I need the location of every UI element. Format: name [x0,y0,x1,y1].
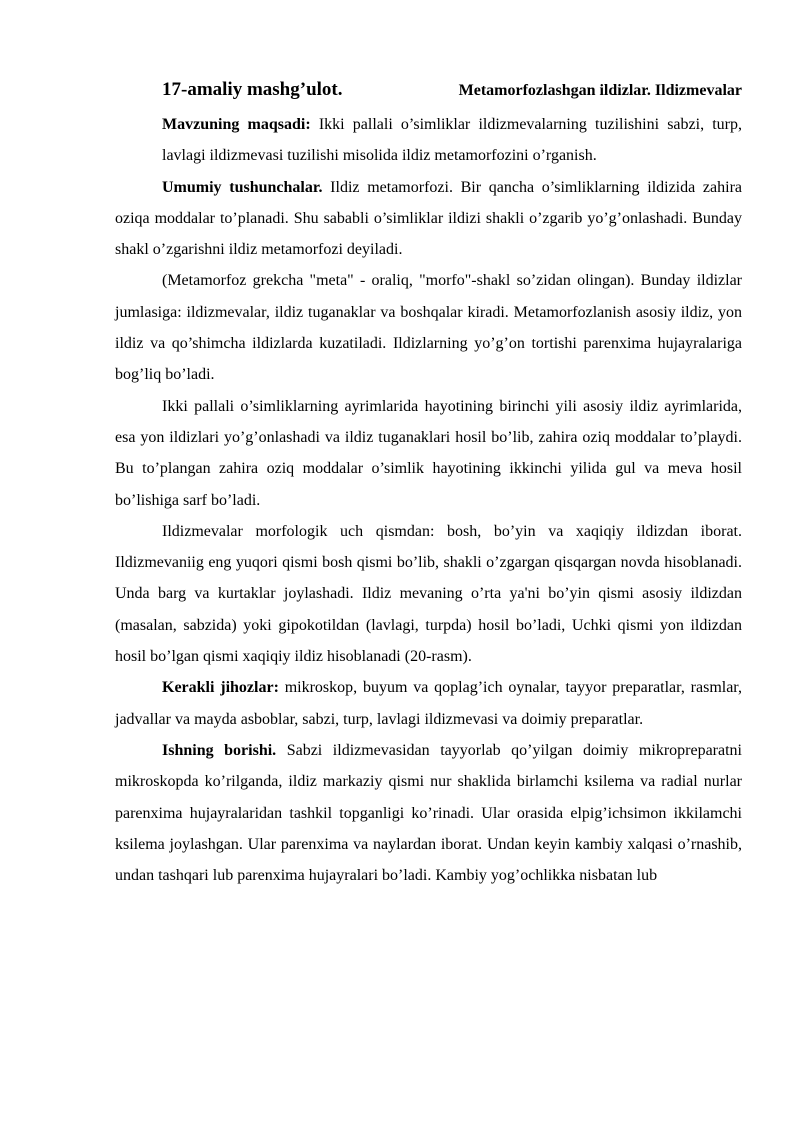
paragraph-text: Sabzi ildizmevasidan tayyorlab qo’yilgan doimiy mikropreparatni mikroskopda ko’rilganda, ildiz markaziy qismi nur shaklida birlamchi ksilema va radial nurlar parenxima hujayralaridan tashkil topganligi ko’rinadi. Ular orasida elpig’ichsimon ikkilamchi ksilema joylashgan. Ular parenxima va naylardan iborat. Undan keyin kambiy xalqasi o’rnashib, undan tashqari lub parenxima hujayralari bo’ladi. Kambiy yog’ochlikka nisbatan lub [115,741,742,885]
paragraph-text: Ikki pallali o’simliklar ildizmevalarning tuzilishini sabzi, turp, lavlagi ildizmevasi tuzilishi misolida ildiz metamorfozini o’rganish. [162,116,743,165]
document-page [115,72,742,891]
paragraph-text: (Metamorfoz grekcha "meta" - oraliq, "morfo"-shakl so’zidan olingan). Bunday ildizlar jumlasiga: ildizmevalar, ildiz tuganaklar va boshqalar kiradi. Metamorfozlanish asosiy ildiz, yon ildiz va qo’shimcha ildizlarda kuzatiladi. Ildizlarning yo’g’on tortishi parenxima hujayralariga bog’liq bo’ladi. [115,272,742,384]
lesson-title-topic: Metamorfozlashgan ildizlar. Ildizmevalar [458,82,742,99]
paragraph-root-vegetable-parts [115,516,742,672]
paragraph-text: Ikki pallali o’simliklarning ayrimlarida hayotining birinchi yili asosiy ildiz ayrimlarida, esa yon ildizlari yo’g’onlashadi va ildiz tuganaklari hosil bo’lib, zahira oziq moddalar to’playdi. Bu to’plangan zahira oziq moddalar o’simlik hayotining ikkinchi yilida gul va meva hosil bo’lishiga sarf bo’ladi. [115,397,742,509]
paragraph-text: Ildiz metamorfozi. Bir qancha o’simliklarning ildizida zahira oziqa moddalar to’planadi. Shu sababli o’simliklar ildizi shakli o’zgarib yo’g’onlashadi. Bunday shakl o’zgarishni ildiz metamorfozi deyiladi. [115,178,742,259]
paragraph-lead: Ishning borishi. [162,741,277,759]
lesson-title [162,72,742,109]
lesson-title-main: 17-amaliy mashg’ulot. [162,79,343,100]
paragraph-lead: Umumiy tushunchalar. [162,178,323,196]
paragraph-lead: Mavzuning maqsadi: [162,116,311,133]
paragraph-text: Ildizmevalar morfologik uch qismdan: bosh, bo’yin va xaqiqiy ildizdan iborat. Ildizmevaniig eng yuqori qismi bosh qismi bo’lib, shakli o’zgargan qisqargan novda hisoblanadi. Unda barg va kurtaklar joylashadi. Ildiz mevaning o’rta ya'ni bo’yin qismi asosiy ildizdan (masalan, sabzida) yoki gipokotildan (lavlagi, turpda) hosil bo’ladi, Uchki qismi yon ildizdan hosil bo’lgan qismi xaqiqiy ildiz hisoblanadi (20-rasm). [115,522,742,666]
paragraph-objective [162,109,742,172]
paragraph-procedure [115,735,742,891]
paragraph-equipment [115,672,742,735]
paragraph-general-concepts [115,172,742,266]
paragraph-text: mikroskop, buyum va qoplag’ich oynalar, tayyor preparatlar, rasmlar, jadvallar va mayda asboblar, sabzi, turp, lavlagi ildizmevasi va doimiy preparatlar. [115,679,742,728]
paragraph-dicot-roots [115,391,742,516]
paragraph-metamorphosis-definition [115,265,742,390]
paragraph-lead: Kerakli jihozlar: [162,679,279,697]
